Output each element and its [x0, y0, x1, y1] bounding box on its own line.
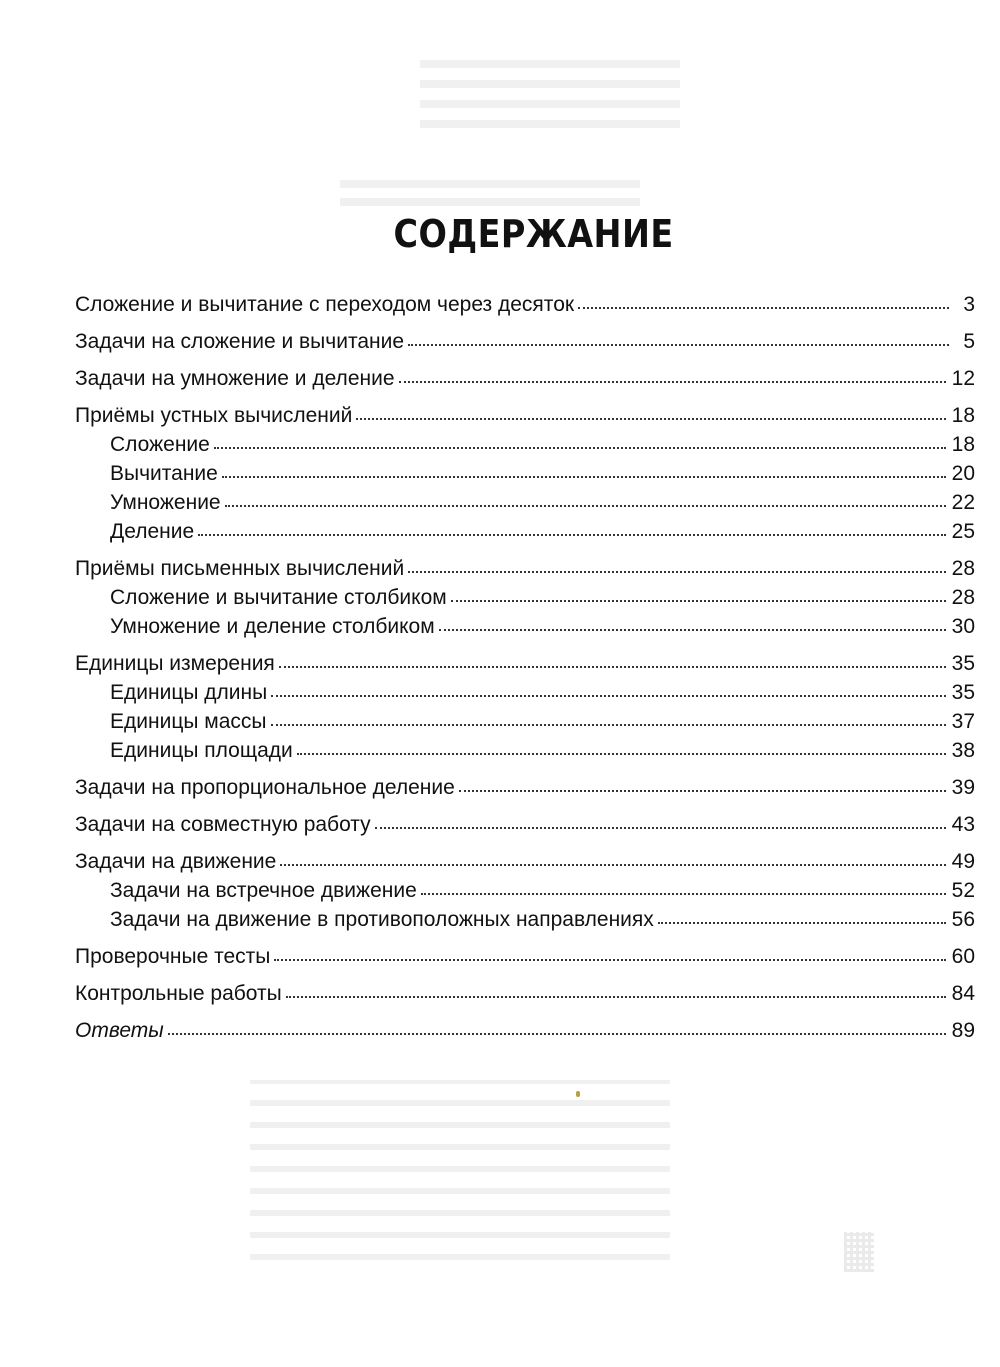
toc-entry: [75, 773, 975, 802]
toc-page-number: 52: [951, 879, 975, 902]
toc-page-number: 28: [951, 557, 975, 580]
dot-leader: [274, 959, 945, 961]
toc-entry-label: Единицы площади: [110, 739, 293, 762]
toc-entry: [75, 810, 975, 839]
toc-subentry: [75, 736, 975, 765]
toc-entry-label: Ответы: [75, 1019, 164, 1042]
toc-subentry: [75, 905, 975, 934]
toc-subentry: [75, 430, 975, 459]
table-of-contents: [75, 290, 975, 1045]
dot-leader: [459, 790, 946, 792]
toc-subentry: [75, 459, 975, 488]
toc-entry-label: Сложение и вычитание с переходом через десяток: [75, 293, 575, 316]
dot-leader: [451, 600, 946, 602]
dot-leader: [408, 344, 949, 346]
dot-leader: [214, 447, 946, 449]
dot-leader: [280, 864, 945, 866]
dot-leader: [375, 827, 946, 829]
dot-leader: [439, 629, 946, 631]
show-through-artifact: [250, 1080, 670, 1260]
toc-subentry: [75, 583, 975, 612]
toc-page-number: 25: [951, 520, 975, 543]
dot-leader: [271, 695, 945, 697]
paper-speck: [576, 1091, 580, 1097]
toc-subentry: [75, 876, 975, 905]
toc-entry-label: Сложение и вычитание столбиком: [110, 586, 447, 609]
toc-entry-label: Единицы длины: [110, 681, 268, 704]
toc-entry: [75, 847, 975, 876]
toc-entry: [75, 979, 975, 1008]
dot-leader: [279, 666, 946, 668]
toc-entry: [75, 401, 975, 430]
toc-entry-label: Задачи на пропорциональное деление: [75, 776, 455, 799]
toc-page-number: 60: [951, 945, 975, 968]
toc-page-number: 18: [951, 404, 975, 427]
dot-leader: [578, 307, 949, 309]
toc-entry-label: Проверочные тесты: [75, 945, 271, 968]
toc-entry: [75, 942, 975, 971]
dot-leader: [271, 724, 946, 726]
toc-subentry: [75, 707, 975, 736]
toc-entry-label: Умножение и деление столбиком: [110, 615, 435, 638]
toc-entry: [75, 290, 975, 319]
toc-page-number: 35: [951, 681, 975, 704]
toc-subentry: [75, 488, 975, 517]
page-title: СОДЕРЖАНИЕ: [393, 212, 674, 256]
dot-leader: [297, 753, 946, 755]
toc-entry: [75, 554, 975, 583]
toc-page-number: 56: [951, 908, 975, 931]
toc-page-number: 22: [951, 491, 975, 514]
toc-page-number: 18: [951, 433, 975, 456]
toc-subentry: [75, 678, 975, 707]
toc-page-number: 35: [951, 652, 975, 675]
dot-leader: [198, 534, 945, 536]
toc-entry-label: Приёмы письменных вычислений: [75, 557, 405, 580]
dot-leader: [222, 476, 946, 478]
toc-page-number: 30: [951, 615, 975, 638]
toc-page-number: 84: [951, 982, 975, 1005]
toc-entry: [75, 364, 975, 393]
toc-entry: [75, 1016, 975, 1045]
toc-page-number: 28: [951, 586, 975, 609]
dot-leader: [168, 1033, 946, 1035]
dot-leader: [408, 571, 945, 573]
dot-leader: [286, 996, 946, 998]
toc-page-number: 3: [963, 293, 975, 316]
toc-page-number: 43: [951, 813, 975, 836]
toc-entry-label: Задачи на умножение и деление: [75, 367, 395, 390]
toc-page-number: 89: [951, 1019, 975, 1042]
show-through-artifact: [420, 58, 680, 128]
toc-entry: [75, 327, 975, 356]
dot-leader: [399, 381, 946, 383]
toc-entry-label: Задачи на совместную работу: [75, 813, 371, 836]
dot-leader: [356, 418, 945, 420]
toc-subentry: [75, 612, 975, 641]
dot-leader: [421, 893, 946, 895]
dot-leader: [225, 505, 946, 507]
toc-entry-label: Контрольные работы: [75, 982, 282, 1005]
dot-leader: [658, 922, 946, 924]
toc-page-number: 12: [951, 367, 975, 390]
toc-entry-label: Сложение: [110, 433, 210, 456]
toc-page-number: 49: [951, 850, 975, 873]
toc-entry-label: Задачи на встречное движение: [110, 879, 417, 902]
toc-entry-label: Задачи на сложение и вычитание: [75, 330, 405, 353]
toc-page-number: 5: [963, 330, 975, 353]
toc-entry-label: Деление: [110, 520, 195, 543]
toc-entry-label: Приёмы устных вычислений: [75, 404, 353, 427]
toc-entry-label: Задачи на движение в противоположных направлениях: [110, 908, 654, 931]
show-through-artifact: [340, 170, 640, 206]
toc-subentry: [75, 517, 975, 546]
toc-page-number: 39: [951, 776, 975, 799]
toc-page-number: 38: [951, 739, 975, 762]
toc-entry-label: Задачи на движение: [75, 850, 277, 873]
toc-entry-label: Единицы массы: [110, 710, 267, 733]
toc-entry: [75, 649, 975, 678]
toc-page-number: 37: [951, 710, 975, 733]
toc-entry-label: Единицы измерения: [75, 652, 275, 675]
toc-entry-label: Умножение: [110, 491, 221, 514]
toc-page-number: 20: [951, 462, 975, 485]
toc-entry-label: Вычитание: [110, 462, 218, 485]
show-through-artifact: [844, 1232, 874, 1272]
